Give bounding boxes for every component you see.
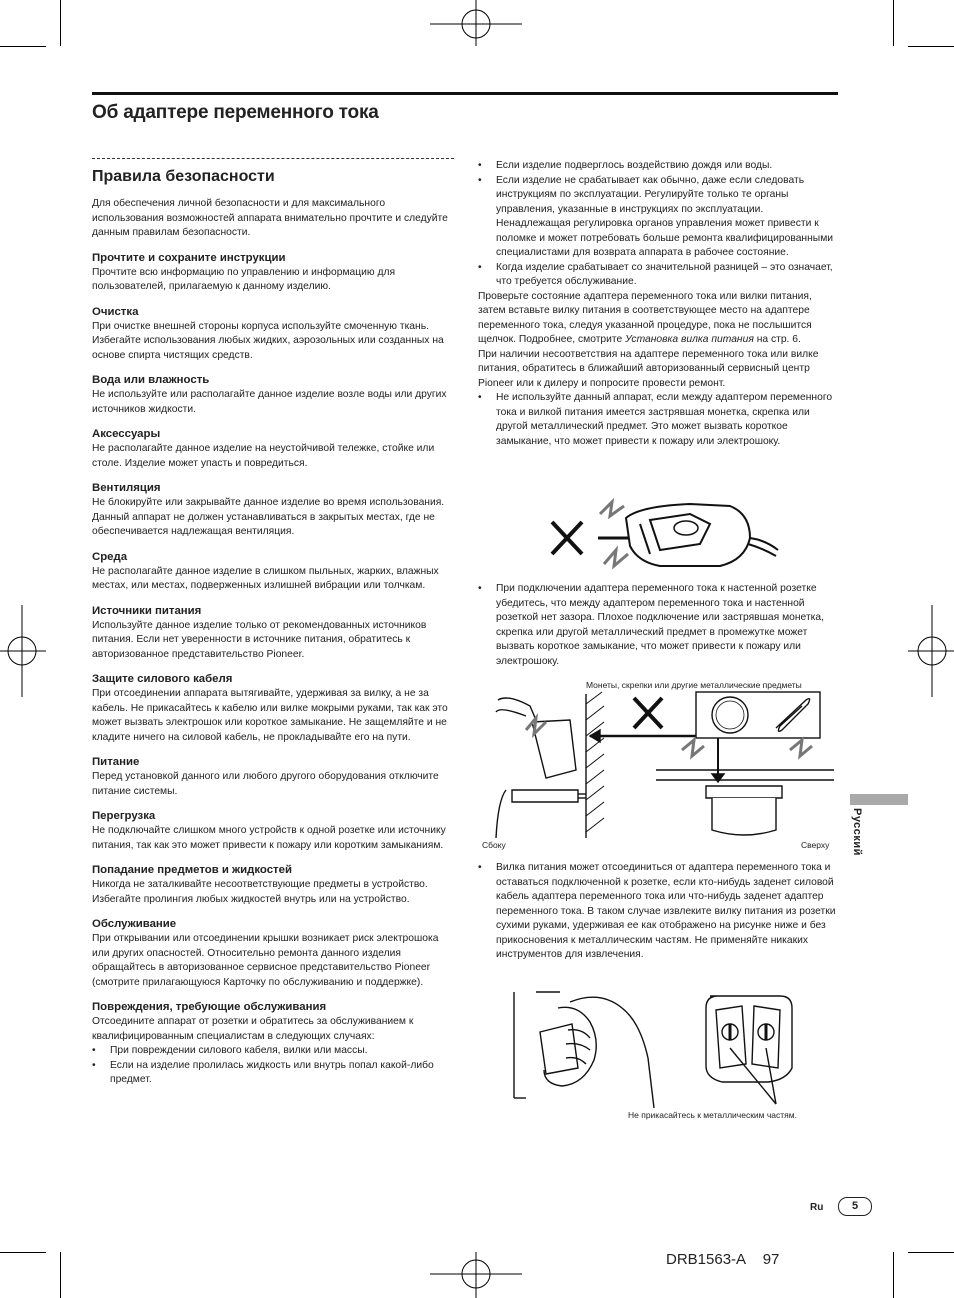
- lang-code: Ru: [810, 1202, 824, 1213]
- section-title: Вентиляция: [92, 482, 161, 494]
- figure-adapter-coin: [540, 494, 780, 578]
- page-title: Об адаптере переменного тока: [92, 102, 379, 123]
- left-column: [92, 197, 454, 1088]
- warning-bullet-b: [478, 391, 838, 449]
- crop-mark: [908, 1252, 954, 1253]
- list-item: • Если изделие подверглось воздействию дождя или воды.: [478, 159, 838, 174]
- crop-mark: [893, 0, 894, 46]
- title-rule: [92, 92, 838, 95]
- section-title: Аксессуары: [92, 428, 161, 440]
- section-title: Питание: [92, 756, 140, 768]
- section-text: Отсоедините аппарат от розетки и обратитесь за обслуживанием к квалифицированным специалистам в следующих случаях:: [92, 1016, 414, 1042]
- crop-mark: [0, 1252, 46, 1253]
- registration-mark-bottom: [430, 1252, 522, 1298]
- section-title: Среда: [92, 550, 128, 563]
- section-text: Не располагайте данное изделие в слишком пыльных, жарких, влажных местах, или местах, подверженных излишней вибрации или толчкам.: [92, 565, 439, 591]
- section-title: Защите силового кабеля: [92, 673, 233, 685]
- list-item: • Когда изделие срабатывает со значительной разницей – это означает, что требуется обслуживание.: [478, 261, 838, 290]
- section-text: Используйте данное изделие только от рекомендованных источников питания. Если нет уверенности в источнике питания, обратитесь к авторизованное представительство Pioneer.: [92, 619, 427, 660]
- section-text: При отсоединении аппарата вытягивайте, удерживая за вилку, а не за кабель. Не прикасайтесь к кабелю или вилке мокрыми руками, так как это может вызвать электрошок или короткое замыкание. Не защемляйте и не кладите ничего на силовой кабель, не прокладывайте его на пути.: [92, 688, 448, 743]
- list-item: • Вилка питания может отсоединиться от адаптера переменного тока и оставаться подключенной к розетке, если кто-нибудь заденет силовой кабель адаптера переменного тока или что-нибудь заденет адаптер переменного тока. В таком случае извлеките вилку питания из розетки сухими руками, удерживая ее как отображено на рисунке ниже и без прикосновения к металлическим частям. Не применяйте никаких инструментов для извлечения.: [478, 861, 838, 963]
- repair-paragraph: При наличии несоответствия на адаптере переменного тока или вилке питания, обратитесь в ближайший авторизованный сервисный центр Pioneer или к дилеру и попросите провести ремонт.: [478, 348, 819, 389]
- section-title: Источники питания: [92, 604, 202, 617]
- right-column-b: [478, 582, 838, 669]
- safety-sections: [92, 251, 454, 1045]
- right-column-c: [478, 861, 838, 963]
- section-text: Не блокируйте или закрывайте данное изделие во время использования. Данный аппарат не должен устанавливаться в закрытых местах, где не обеспечивается надлежащая вентиляция.: [92, 497, 445, 537]
- list-item: • Если на изделие пролилась жидкость или внутрь попал какой-либо предмет.: [92, 1059, 454, 1088]
- service-bullets: [92, 1044, 454, 1088]
- section-title: Перегрузка: [92, 810, 156, 822]
- intro-text: Для обеспечения личной безопасности и для максимального использования возможностей аппарата внимательно прочтите и следуйте данным правилам безопасности.: [92, 198, 448, 238]
- list-item: • Если изделие не срабатывает как обычно, даже если следовать инструкциям по эксплуатации. Регулируйте только те органы управления, указанные в инструкциях по эксплуатации. Ненадлежащая регулировка органов управления может привести к поломке и может потребовать больше ремонта квалифицированными специалистами для возврата аппарата в рабочее состояние.: [478, 174, 838, 261]
- crop-mark: [893, 1252, 894, 1298]
- section-text: Перед установкой данного или любого другого оборудования отключите питание системы.: [92, 771, 439, 797]
- warning-bullet-c: [478, 582, 838, 669]
- warning-bullet-d: [478, 861, 838, 963]
- page-number: 5: [838, 1197, 872, 1216]
- figure-wall-gap: [486, 690, 834, 840]
- section-divider: [92, 158, 454, 159]
- doc-id: DRB1563-A 97: [666, 1251, 780, 1268]
- language-tab: [850, 794, 908, 805]
- figure-caption: Монеты, скрепки или другие металлические предметы: [586, 680, 802, 690]
- figure-remove-plug: [510, 988, 810, 1110]
- figure-label-top: Сверху: [801, 840, 830, 850]
- section-text: Не располагайте данное изделие на неустойчивой тележке, стойке или столе. Изделие может упасть и повредиться.: [92, 443, 435, 469]
- crop-mark: [908, 46, 954, 47]
- service-bullets-cont: [478, 159, 838, 290]
- section-text: При открывании или отсоединении крышки возникает риск электрошока или других опасностей. Относительно ремонта данного изделия обращайтесь в авторизованное сервисное представительство Pioneer (смотрите прилагающуюся Карточку по обслуживанию и поддержке).: [92, 933, 439, 988]
- registration-mark-top: [430, 0, 522, 46]
- section-title: Обслуживание: [92, 918, 177, 930]
- list-item: • При подключении адаптера переменного тока к настенной розетке убедитесь, что между адаптером переменного тока и настенной розеткой нет зазора. Плохое подключение или застрявшая монетка, скрепка или другой металлический предмет в промежутке может вызвать короткое замыкание, что может привести к пожару или электрошоку.: [478, 582, 838, 669]
- section-title: Вода или влажность: [92, 374, 210, 386]
- crop-mark: [0, 46, 46, 47]
- section-title: Прочтите и сохраните инструкции: [92, 251, 286, 264]
- section-text: При очистке внешней стороны корпуса используйте смоченную ткань. Избегайте использования любых жидких, аэрозольных или созданных на основе спирта чистящих средств.: [92, 320, 444, 361]
- section-title: Повреждения, требующие обслуживания: [92, 1001, 327, 1013]
- list-item: • Не используйте данный аппарат, если между адаптером переменного тока и вилкой питания имеется застрявшая монетка, скрепка или другой металлический предмет. Это может вызвать короткое замыкание, что может привести к пожару или электрошоку.: [478, 391, 838, 449]
- section-text: Никогда не заталкивайте несоответствующие предметы в устройство. Избегайте пролингия любых жидкостей внутрь или на устройство.: [92, 879, 428, 905]
- check-paragraph: Проверьте состояние адаптера переменного тока или вилки питания, затем вставьте вилку питания в соответствующее место на адаптере переменного тока, следуя указанной процедуре, пока не послышится щелчок. Подробнее, смотрите Установка вилка питания на стр. 6.: [478, 290, 812, 345]
- section-text: Не подключайте слишком много устройств к одной розетке или источнику питания, так как это может привести к пожару или коротким замыканиям.: [92, 825, 446, 851]
- figure-label-side: Сбоку: [482, 840, 506, 850]
- section-title: Очистка: [92, 305, 139, 318]
- registration-mark-left: [0, 605, 46, 697]
- section-title: Попадание предметов и жидкостей: [92, 864, 292, 876]
- crop-mark: [60, 1252, 61, 1298]
- section-text: Прочтите всю информацию по управлению и информацию для пользователей, прилагаемую к данному изделию.: [92, 266, 396, 292]
- crop-mark: [60, 0, 61, 46]
- registration-mark-right: [908, 605, 954, 697]
- section-heading: Правила безопасности: [92, 168, 275, 185]
- section-text: Не используйте или располагайте данное изделие возле воды или других источников жидкости.: [92, 389, 447, 415]
- right-column: [478, 159, 838, 449]
- list-item: • При повреждении силового кабеля, вилки или массы.: [92, 1044, 454, 1059]
- figure-caption: Не прикасайтесь к металлическим частям.: [628, 1110, 797, 1120]
- language-label: Русский: [851, 808, 863, 856]
- cross-ref-link: Установка вилка питания: [625, 334, 754, 345]
